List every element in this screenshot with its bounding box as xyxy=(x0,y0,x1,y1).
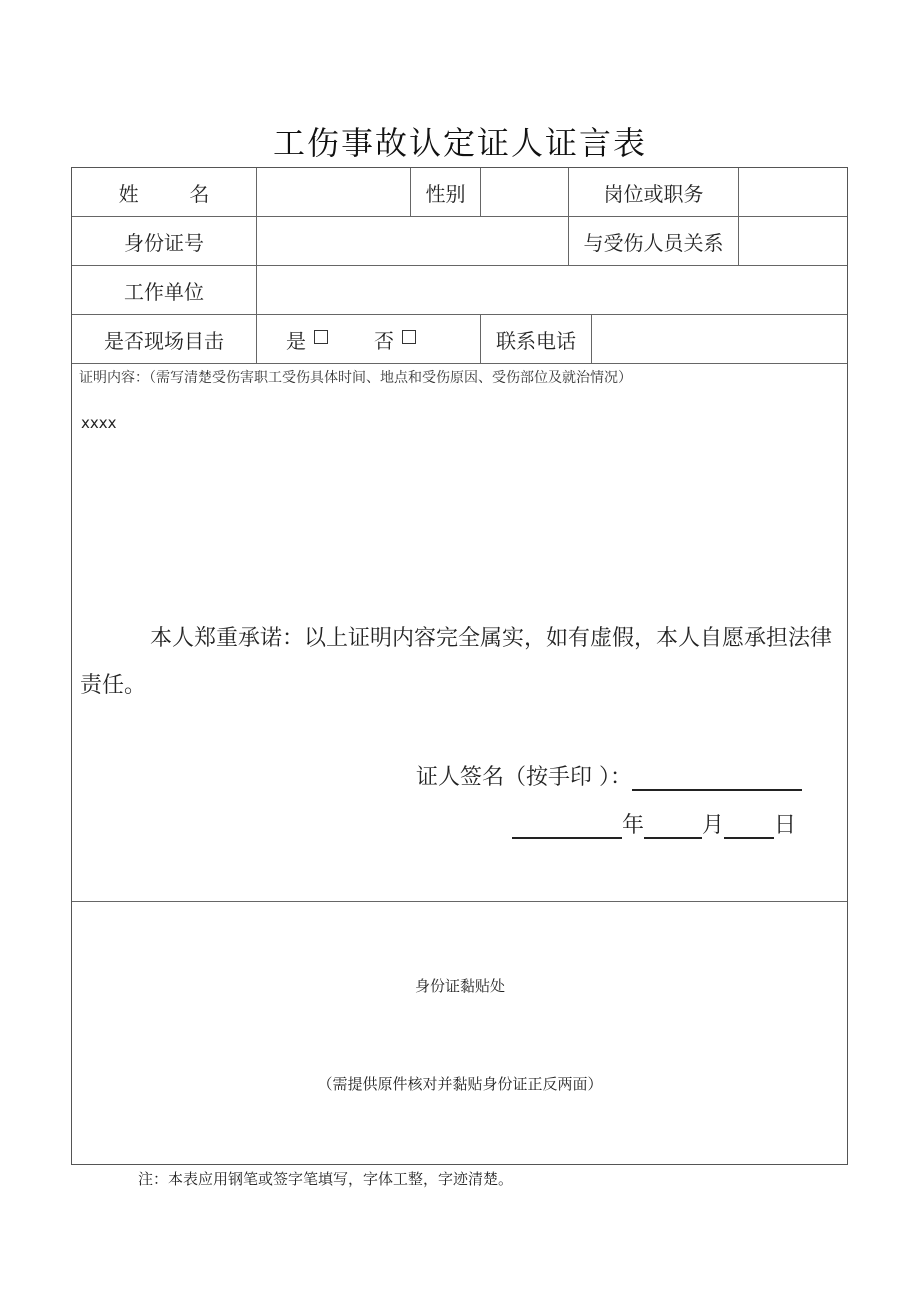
id-number-label: 身份证号 xyxy=(124,230,204,255)
name-field[interactable] xyxy=(257,168,410,216)
gender-label: 性别 xyxy=(425,181,466,206)
witnessed-yes-option[interactable] xyxy=(286,315,376,363)
position-field[interactable] xyxy=(739,168,847,216)
signature-line xyxy=(416,760,802,791)
witnessed-no-option[interactable] xyxy=(374,315,464,363)
content-text[interactable]: xxxx xyxy=(81,414,117,432)
id-number-field[interactable] xyxy=(257,217,568,265)
footer-note: 注：本表应用钢笔或签字笔填写，字体工整，字迹清楚。 xyxy=(138,1170,514,1188)
relation-field[interactable] xyxy=(739,217,847,265)
position-label: 岗位或职务 xyxy=(603,181,704,206)
yes-checkbox[interactable] xyxy=(314,330,328,344)
phone-label: 联系电话 xyxy=(496,328,576,353)
employer-label: 工作单位 xyxy=(124,279,204,304)
witnessed-label: 是否现场目击 xyxy=(104,328,224,353)
date-line xyxy=(512,808,796,839)
no-label: 否 xyxy=(374,328,394,353)
signature-field[interactable] xyxy=(632,763,802,791)
employer-field[interactable] xyxy=(257,266,847,314)
yes-label: 是 xyxy=(286,328,306,353)
content-instruction: 证明内容：（需写清楚受伤害职工受伤具体时间、地点和受伤原因、受伤部位及就治情况） xyxy=(79,370,632,386)
year-field[interactable] xyxy=(512,811,622,839)
name-label: 姓 名 xyxy=(118,181,210,206)
phone-field[interactable] xyxy=(592,315,847,363)
form-title: 工伤事故认定证人证言表 xyxy=(272,124,647,162)
id-card-area-title: 身份证黏贴处 xyxy=(414,977,505,995)
month-label: 月 xyxy=(702,813,725,838)
promise-statement: 本人郑重承诺：以上证明内容完全属实，如有虚假，本人自愿承担法律责任。 xyxy=(80,626,833,698)
signature-label: 证人签名（按手印 ）： xyxy=(416,765,632,790)
day-field[interactable] xyxy=(724,811,774,839)
no-checkbox[interactable] xyxy=(402,330,416,344)
id-card-area-note: （需提供原件核对并黏贴身份证正反两面） xyxy=(317,1075,603,1093)
relation-label: 与受伤人员关系 xyxy=(583,230,724,255)
gender-field[interactable] xyxy=(481,168,568,216)
day-label: 日 xyxy=(774,813,797,838)
year-label: 年 xyxy=(622,813,645,838)
month-field[interactable] xyxy=(644,811,702,839)
